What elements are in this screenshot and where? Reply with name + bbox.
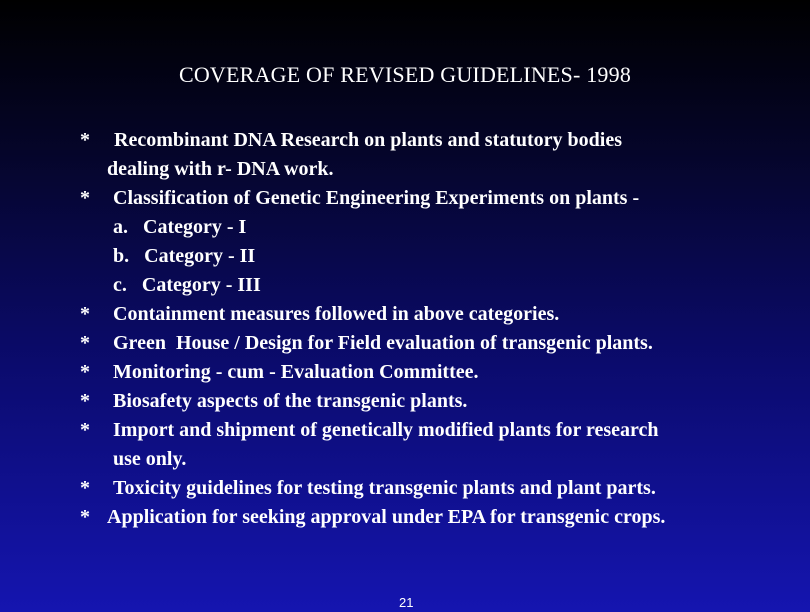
- sub-item: a. Category - I: [113, 216, 247, 238]
- bullet-marker: *: [80, 419, 90, 441]
- bullet-marker: *: [80, 390, 90, 412]
- bullet-item-text: Import and shipment of genetically modified plants for research: [113, 419, 659, 441]
- bullet-item-text: Green House / Design for Field evaluation of transgenic plants.: [113, 332, 653, 354]
- page-number: 21: [399, 595, 414, 610]
- bullet-item-continuation: dealing with r- DNA work.: [107, 158, 334, 180]
- bullet-item-continuation: use only.: [113, 448, 187, 470]
- sub-item: b. Category - II: [113, 245, 256, 267]
- bullet-item-text: Toxicity guidelines for testing transgenic plants and plant parts.: [113, 477, 656, 499]
- bullet-item-text: Application for seeking approval under EPA for transgenic crops.: [107, 506, 666, 528]
- bullet-item-text: Recombinant DNA Research on plants and statutory bodies: [114, 129, 623, 151]
- bullet-marker: *: [80, 303, 90, 325]
- bullet-item-text: Classification of Genetic Engineering Experiments on plants -: [113, 187, 640, 209]
- bullet-item-text: Monitoring - cum - Evaluation Committee.: [113, 361, 479, 383]
- bullet-marker: *: [80, 187, 90, 209]
- bullet-marker: *: [80, 361, 90, 383]
- bullet-marker: *: [80, 129, 90, 151]
- bullet-marker: *: [80, 477, 90, 499]
- slide-title: COVERAGE OF REVISED GUIDELINES- 1998: [178, 62, 632, 87]
- sub-item: c. Category - III: [113, 274, 261, 296]
- bullet-marker: *: [80, 506, 90, 528]
- bullet-item-text: Biosafety aspects of the transgenic plants.: [113, 390, 468, 412]
- bullet-item-text: Containment measures followed in above categories.: [113, 303, 560, 325]
- bullet-marker: *: [80, 332, 90, 354]
